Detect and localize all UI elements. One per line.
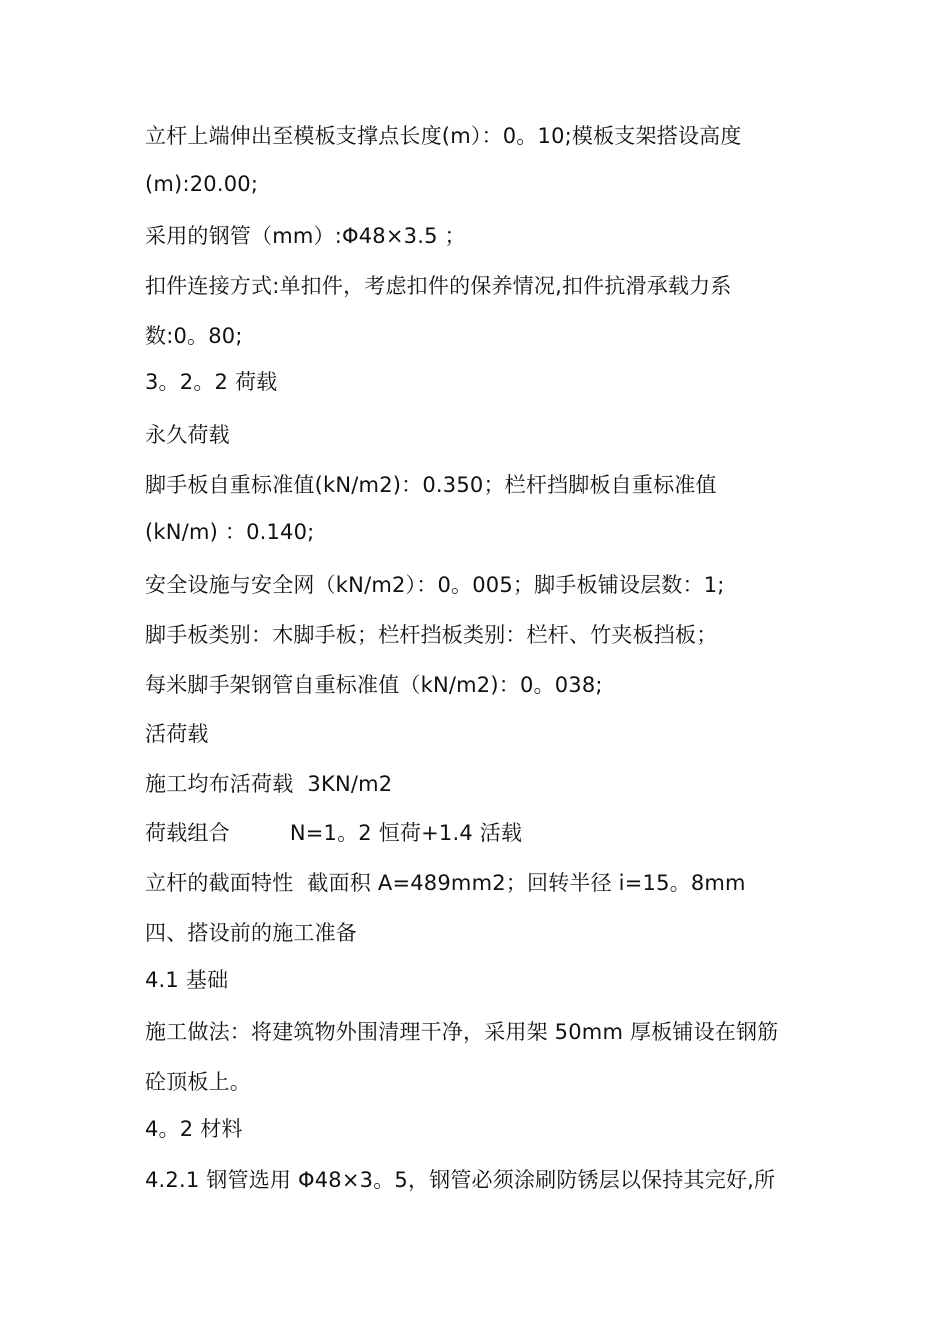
text-line: 每米脚手架钢管自重标准值（kN/m2)：0。038; [145,673,603,697]
label: 施工均布活荷载 [145,772,294,796]
value: 截面积 A=489mm2；回转半径 i=15。8mm [307,871,746,895]
subheading: 永久荷载 [145,423,230,447]
text-line: (kN/m) ：0.140; [145,520,315,544]
section-heading: 4。2 材料 [145,1117,243,1141]
text-line: 砼顶板上。 [145,1070,251,1094]
label: 荷载组合 [145,821,230,845]
text-line: 数:0。80; [145,324,243,348]
text-line: 采用的钢管（mm）:Φ48×3.5 ； [145,224,466,248]
section-heading: 四、搭设前的施工准备 [145,921,357,945]
text-line: (m):20.00; [145,172,259,196]
text-line: 4.2.1 钢管选用 Φ48×3。5，钢管必须涂刷防锈层以保持其完好,所 [145,1168,776,1192]
text-line: 脚手板自重标准值(kN/m2)：0.350；栏杆挡脚板自重标准值 [145,473,717,497]
text-line: 施工做法：将建筑物外围清理干净，采用架 50mm 厚板铺设在钢筋 [145,1020,779,1044]
text-line: 扣件连接方式:单扣件，考虑扣件的保养情况,扣件抗滑承载力系 [145,274,732,298]
value: 3KN/m2 [307,772,393,796]
label: 立杆的截面特性 [145,871,294,895]
text-line: 立杆上端伸出至模板支撑点长度(m）：0。10;模板支架搭设高度 [145,124,742,148]
text-line [145,819,815,847]
subheading: 活荷载 [145,722,209,746]
text-line [145,869,815,897]
text-line [145,770,815,798]
text-line: 安全设施与安全网（kN/m2）：0。005；脚手板铺设层数：1; [145,573,725,597]
value: N=1。2 恒荷+1.4 活载 [289,821,523,845]
section-heading: 4.1 基础 [145,968,229,992]
text-line: 脚手板类别：木脚手板；栏杆挡板类别：栏杆、竹夹板挡板； [145,623,718,647]
section-heading: 3。2。2 荷载 [145,370,278,394]
